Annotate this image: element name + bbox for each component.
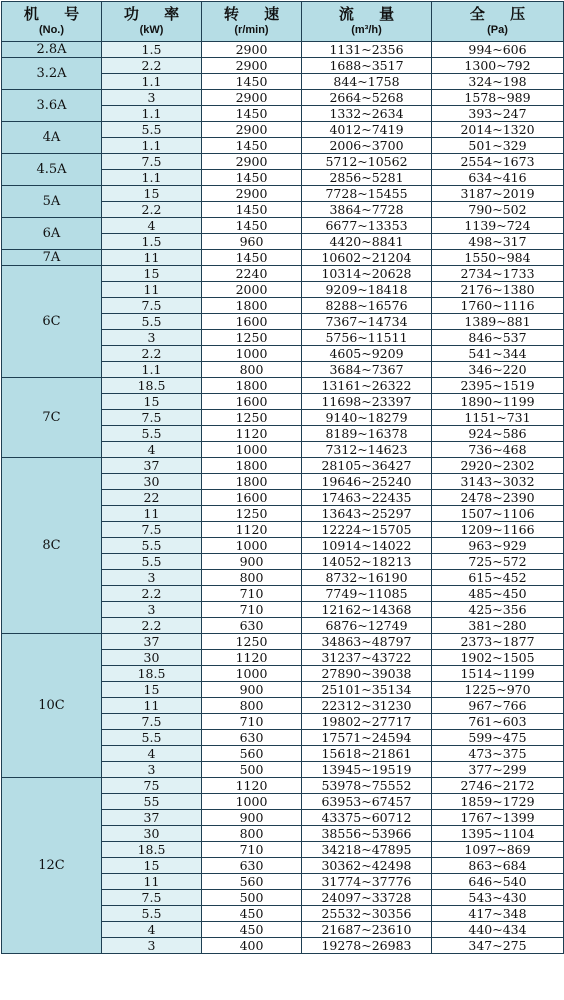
header-pressure-title: 全 压: [469, 5, 536, 23]
pressure-cell: 1151~731: [432, 410, 564, 426]
pressure-cell: 2395~1519: [432, 378, 564, 394]
flow-cell: 19278~26983: [302, 938, 432, 954]
power-cell: 30: [102, 474, 202, 490]
power-cell: 7.5: [102, 714, 202, 730]
speed-cell: 1450: [202, 170, 302, 186]
speed-cell: 1000: [202, 794, 302, 810]
speed-cell: 2900: [202, 90, 302, 106]
power-cell: 5.5: [102, 906, 202, 922]
power-cell: 1.5: [102, 234, 202, 250]
pressure-cell: 924~586: [432, 426, 564, 442]
speed-cell: 800: [202, 698, 302, 714]
speed-cell: 500: [202, 762, 302, 778]
power-cell: 1.1: [102, 362, 202, 378]
speed-cell: 800: [202, 362, 302, 378]
power-cell: 15: [102, 858, 202, 874]
pressure-cell: 1097~869: [432, 842, 564, 858]
speed-cell: 1000: [202, 538, 302, 554]
power-cell: 2.2: [102, 202, 202, 218]
pressure-cell: 615~452: [432, 570, 564, 586]
flow-cell: 6876~12749: [302, 618, 432, 634]
flow-cell: 17571~24594: [302, 730, 432, 746]
power-cell: 4: [102, 922, 202, 938]
power-cell: 3: [102, 90, 202, 106]
model-cell: 7A: [2, 250, 102, 266]
speed-cell: 1120: [202, 778, 302, 794]
header-power-title: 功 率: [123, 5, 190, 23]
speed-cell: 630: [202, 618, 302, 634]
speed-cell: 1000: [202, 346, 302, 362]
power-cell: 5.5: [102, 538, 202, 554]
power-cell: 5.5: [102, 730, 202, 746]
power-cell: 18.5: [102, 842, 202, 858]
power-cell: 30: [102, 650, 202, 666]
flow-cell: 28105~36427: [302, 458, 432, 474]
header-model: [2, 2, 102, 42]
flow-cell: 2006~3700: [302, 138, 432, 154]
speed-cell: 450: [202, 906, 302, 922]
pressure-cell: 2734~1733: [432, 266, 564, 282]
speed-cell: 630: [202, 858, 302, 874]
pressure-cell: 381~280: [432, 618, 564, 634]
power-cell: 2.2: [102, 58, 202, 74]
pressure-cell: 1139~724: [432, 218, 564, 234]
pressure-cell: 1389~881: [432, 314, 564, 330]
model-cell: 3.6A: [2, 90, 102, 122]
pressure-cell: 1550~984: [432, 250, 564, 266]
flow-cell: 34863~48797: [302, 634, 432, 650]
speed-cell: 1450: [202, 218, 302, 234]
flow-cell: 27890~39038: [302, 666, 432, 682]
flow-cell: 24097~33728: [302, 890, 432, 906]
flow-cell: 11698~23397: [302, 394, 432, 410]
pressure-cell: 1890~1199: [432, 394, 564, 410]
table-row: [2, 778, 564, 794]
flow-cell: 10602~21204: [302, 250, 432, 266]
pressure-cell: 863~684: [432, 858, 564, 874]
pressure-cell: 2478~2390: [432, 490, 564, 506]
header-pressure: [432, 2, 564, 42]
pressure-cell: 543~430: [432, 890, 564, 906]
pressure-cell: 634~416: [432, 170, 564, 186]
pressure-cell: 967~766: [432, 698, 564, 714]
model-cell: 4.5A: [2, 154, 102, 186]
header-flow: [302, 2, 432, 42]
power-cell: 7.5: [102, 890, 202, 906]
header-speed-unit: (r/min): [234, 24, 269, 36]
power-cell: 15: [102, 186, 202, 202]
flow-cell: 38556~53966: [302, 826, 432, 842]
speed-cell: 1250: [202, 634, 302, 650]
flow-cell: 43375~60712: [302, 810, 432, 826]
power-cell: 11: [102, 282, 202, 298]
model-cell: 3.2A: [2, 58, 102, 90]
flow-cell: 21687~23610: [302, 922, 432, 938]
flow-cell: 2856~5281: [302, 170, 432, 186]
pressure-cell: 2176~1380: [432, 282, 564, 298]
table-row: [2, 90, 564, 106]
header-power-unit: (kW): [139, 24, 164, 36]
header-flow-title: 流 量: [338, 5, 405, 23]
table-row: [2, 266, 564, 282]
speed-cell: 900: [202, 810, 302, 826]
power-cell: 5.5: [102, 314, 202, 330]
speed-cell: 960: [202, 234, 302, 250]
speed-cell: 2900: [202, 122, 302, 138]
flow-cell: 17463~22435: [302, 490, 432, 506]
pressure-cell: 498~317: [432, 234, 564, 250]
pressure-cell: 425~356: [432, 602, 564, 618]
table-row: [2, 122, 564, 138]
model-cell: 12C: [2, 778, 102, 954]
pressure-cell: 2746~2172: [432, 778, 564, 794]
power-cell: 1.5: [102, 42, 202, 58]
flow-cell: 12162~14368: [302, 602, 432, 618]
flow-cell: 31237~43722: [302, 650, 432, 666]
flow-cell: 9209~18418: [302, 282, 432, 298]
fan-spec-table: [1, 1, 564, 954]
flow-cell: 2664~5268: [302, 90, 432, 106]
power-cell: 3: [102, 570, 202, 586]
speed-cell: 1450: [202, 250, 302, 266]
power-cell: 2.2: [102, 586, 202, 602]
header-model-unit: (No.): [38, 24, 65, 36]
speed-cell: 400: [202, 938, 302, 954]
power-cell: 1.1: [102, 170, 202, 186]
pressure-cell: 2014~1320: [432, 122, 564, 138]
table-row: [2, 42, 564, 58]
power-cell: 7.5: [102, 154, 202, 170]
flow-cell: 14052~18213: [302, 554, 432, 570]
pressure-cell: 846~537: [432, 330, 564, 346]
flow-cell: 25101~35134: [302, 682, 432, 698]
pressure-cell: 393~247: [432, 106, 564, 122]
speed-cell: 1000: [202, 666, 302, 682]
flow-cell: 1688~3517: [302, 58, 432, 74]
power-cell: 7.5: [102, 410, 202, 426]
header-power: [102, 2, 202, 42]
speed-cell: 1450: [202, 202, 302, 218]
power-cell: 37: [102, 810, 202, 826]
speed-cell: 1800: [202, 298, 302, 314]
pressure-cell: 725~572: [432, 554, 564, 570]
speed-cell: 1600: [202, 490, 302, 506]
flow-cell: 6677~13353: [302, 218, 432, 234]
power-cell: 5.5: [102, 554, 202, 570]
flow-cell: 7367~14734: [302, 314, 432, 330]
flow-cell: 22312~31230: [302, 698, 432, 714]
power-cell: 18.5: [102, 666, 202, 682]
speed-cell: 1120: [202, 522, 302, 538]
speed-cell: 1120: [202, 650, 302, 666]
speed-cell: 1450: [202, 74, 302, 90]
power-cell: 11: [102, 506, 202, 522]
flow-cell: 844~1758: [302, 74, 432, 90]
speed-cell: 1450: [202, 138, 302, 154]
table-row: [2, 186, 564, 202]
pressure-cell: 1209~1166: [432, 522, 564, 538]
speed-cell: 2900: [202, 42, 302, 58]
power-cell: 15: [102, 394, 202, 410]
power-cell: 11: [102, 698, 202, 714]
flow-cell: 19802~27717: [302, 714, 432, 730]
flow-cell: 4420~8841: [302, 234, 432, 250]
table-row: [2, 154, 564, 170]
flow-cell: 34218~47895: [302, 842, 432, 858]
speed-cell: 500: [202, 890, 302, 906]
pressure-cell: 473~375: [432, 746, 564, 762]
model-cell: 7C: [2, 378, 102, 458]
model-cell: 6C: [2, 266, 102, 378]
speed-cell: 2900: [202, 154, 302, 170]
power-cell: 11: [102, 874, 202, 890]
power-cell: 30: [102, 826, 202, 842]
speed-cell: 710: [202, 842, 302, 858]
flow-cell: 4012~7419: [302, 122, 432, 138]
model-cell: 10C: [2, 634, 102, 778]
speed-cell: 710: [202, 586, 302, 602]
table-row: [2, 378, 564, 394]
pressure-cell: 1225~970: [432, 682, 564, 698]
speed-cell: 450: [202, 922, 302, 938]
power-cell: 4: [102, 442, 202, 458]
power-cell: 18.5: [102, 378, 202, 394]
pressure-cell: 736~468: [432, 442, 564, 458]
power-cell: 15: [102, 266, 202, 282]
speed-cell: 1800: [202, 458, 302, 474]
table-header: [2, 2, 564, 42]
flow-cell: 5756~11511: [302, 330, 432, 346]
pressure-cell: 1507~1106: [432, 506, 564, 522]
flow-cell: 3864~7728: [302, 202, 432, 218]
flow-cell: 1131~2356: [302, 42, 432, 58]
power-cell: 4: [102, 218, 202, 234]
flow-cell: 15618~21861: [302, 746, 432, 762]
flow-cell: 13643~25297: [302, 506, 432, 522]
pressure-cell: 1300~792: [432, 58, 564, 74]
pressure-cell: 377~299: [432, 762, 564, 778]
power-cell: 11: [102, 250, 202, 266]
power-cell: 22: [102, 490, 202, 506]
pressure-cell: 761~603: [432, 714, 564, 730]
pressure-cell: 1767~1399: [432, 810, 564, 826]
pressure-cell: 1514~1199: [432, 666, 564, 682]
speed-cell: 630: [202, 730, 302, 746]
flow-cell: 25532~30356: [302, 906, 432, 922]
model-cell: 5A: [2, 186, 102, 218]
flow-cell: 63953~67457: [302, 794, 432, 810]
speed-cell: 1600: [202, 314, 302, 330]
table-row: [2, 218, 564, 234]
power-cell: 75: [102, 778, 202, 794]
speed-cell: 1600: [202, 394, 302, 410]
table-row: [2, 58, 564, 74]
power-cell: 15: [102, 682, 202, 698]
flow-cell: 1332~2634: [302, 106, 432, 122]
pressure-cell: 1395~1104: [432, 826, 564, 842]
speed-cell: 1800: [202, 378, 302, 394]
speed-cell: 2000: [202, 282, 302, 298]
speed-cell: 1000: [202, 442, 302, 458]
speed-cell: 2240: [202, 266, 302, 282]
pressure-cell: 347~275: [432, 938, 564, 954]
speed-cell: 2900: [202, 186, 302, 202]
pressure-cell: 1859~1729: [432, 794, 564, 810]
flow-cell: 19646~25240: [302, 474, 432, 490]
flow-cell: 30362~42498: [302, 858, 432, 874]
flow-cell: 3684~7367: [302, 362, 432, 378]
flow-cell: 12224~15705: [302, 522, 432, 538]
power-cell: 7.5: [102, 522, 202, 538]
header-row: [2, 2, 564, 42]
speed-cell: 710: [202, 602, 302, 618]
model-cell: 2.8A: [2, 42, 102, 58]
pressure-cell: 2373~1877: [432, 634, 564, 650]
flow-cell: 8288~16576: [302, 298, 432, 314]
power-cell: 2.2: [102, 346, 202, 362]
table-row: [2, 458, 564, 474]
header-speed-title: 转 速: [223, 5, 290, 23]
pressure-cell: 1578~989: [432, 90, 564, 106]
pressure-cell: 440~434: [432, 922, 564, 938]
pressure-cell: 485~450: [432, 586, 564, 602]
pressure-cell: 646~540: [432, 874, 564, 890]
pressure-cell: 3187~2019: [432, 186, 564, 202]
speed-cell: 560: [202, 874, 302, 890]
power-cell: 37: [102, 634, 202, 650]
power-cell: 5.5: [102, 122, 202, 138]
model-cell: 6A: [2, 218, 102, 250]
pressure-cell: 2920~2302: [432, 458, 564, 474]
speed-cell: 710: [202, 714, 302, 730]
pressure-cell: 1760~1116: [432, 298, 564, 314]
flow-cell: 31774~37776: [302, 874, 432, 890]
pressure-cell: 541~344: [432, 346, 564, 362]
speed-cell: 800: [202, 570, 302, 586]
header-speed: [202, 2, 302, 42]
pressure-cell: 324~198: [432, 74, 564, 90]
pressure-cell: 3143~3032: [432, 474, 564, 490]
flow-cell: 8732~16190: [302, 570, 432, 586]
flow-cell: 13161~26322: [302, 378, 432, 394]
speed-cell: 900: [202, 554, 302, 570]
header-flow-unit: (m³/h): [351, 24, 382, 36]
flow-cell: 53978~75552: [302, 778, 432, 794]
speed-cell: 1250: [202, 410, 302, 426]
flow-cell: 10314~20628: [302, 266, 432, 282]
flow-cell: 5712~10562: [302, 154, 432, 170]
power-cell: 7.5: [102, 298, 202, 314]
power-cell: 3: [102, 938, 202, 954]
speed-cell: 1800: [202, 474, 302, 490]
speed-cell: 1450: [202, 106, 302, 122]
flow-cell: 13945~19519: [302, 762, 432, 778]
header-model-title: 机 号: [23, 5, 90, 23]
speed-cell: 560: [202, 746, 302, 762]
pressure-cell: 1902~1505: [432, 650, 564, 666]
pressure-cell: 501~329: [432, 138, 564, 154]
table-row: [2, 250, 564, 266]
model-cell: 8C: [2, 458, 102, 634]
pressure-cell: 790~502: [432, 202, 564, 218]
power-cell: 3: [102, 762, 202, 778]
power-cell: 55: [102, 794, 202, 810]
flow-cell: 4605~9209: [302, 346, 432, 362]
pressure-cell: 2554~1673: [432, 154, 564, 170]
power-cell: 4: [102, 746, 202, 762]
flow-cell: 10914~14022: [302, 538, 432, 554]
speed-cell: 2900: [202, 58, 302, 74]
power-cell: 3: [102, 330, 202, 346]
pressure-cell: 346~220: [432, 362, 564, 378]
speed-cell: 900: [202, 682, 302, 698]
power-cell: 2.2: [102, 618, 202, 634]
pressure-cell: 994~606: [432, 42, 564, 58]
speed-cell: 1250: [202, 330, 302, 346]
pressure-cell: 417~348: [432, 906, 564, 922]
table-body: [2, 42, 564, 954]
header-pressure-unit: (Pa): [487, 24, 508, 36]
flow-cell: 9140~18279: [302, 410, 432, 426]
pressure-cell: 599~475: [432, 730, 564, 746]
power-cell: 1.1: [102, 106, 202, 122]
power-cell: 1.1: [102, 138, 202, 154]
flow-cell: 7749~11085: [302, 586, 432, 602]
flow-cell: 7728~15455: [302, 186, 432, 202]
pressure-cell: 963~929: [432, 538, 564, 554]
model-cell: 4A: [2, 122, 102, 154]
speed-cell: 800: [202, 826, 302, 842]
power-cell: 5.5: [102, 426, 202, 442]
speed-cell: 1250: [202, 506, 302, 522]
power-cell: 3: [102, 602, 202, 618]
flow-cell: 7312~14623: [302, 442, 432, 458]
table-row: [2, 634, 564, 650]
power-cell: 1.1: [102, 74, 202, 90]
speed-cell: 1120: [202, 426, 302, 442]
power-cell: 37: [102, 458, 202, 474]
flow-cell: 8189~16378: [302, 426, 432, 442]
